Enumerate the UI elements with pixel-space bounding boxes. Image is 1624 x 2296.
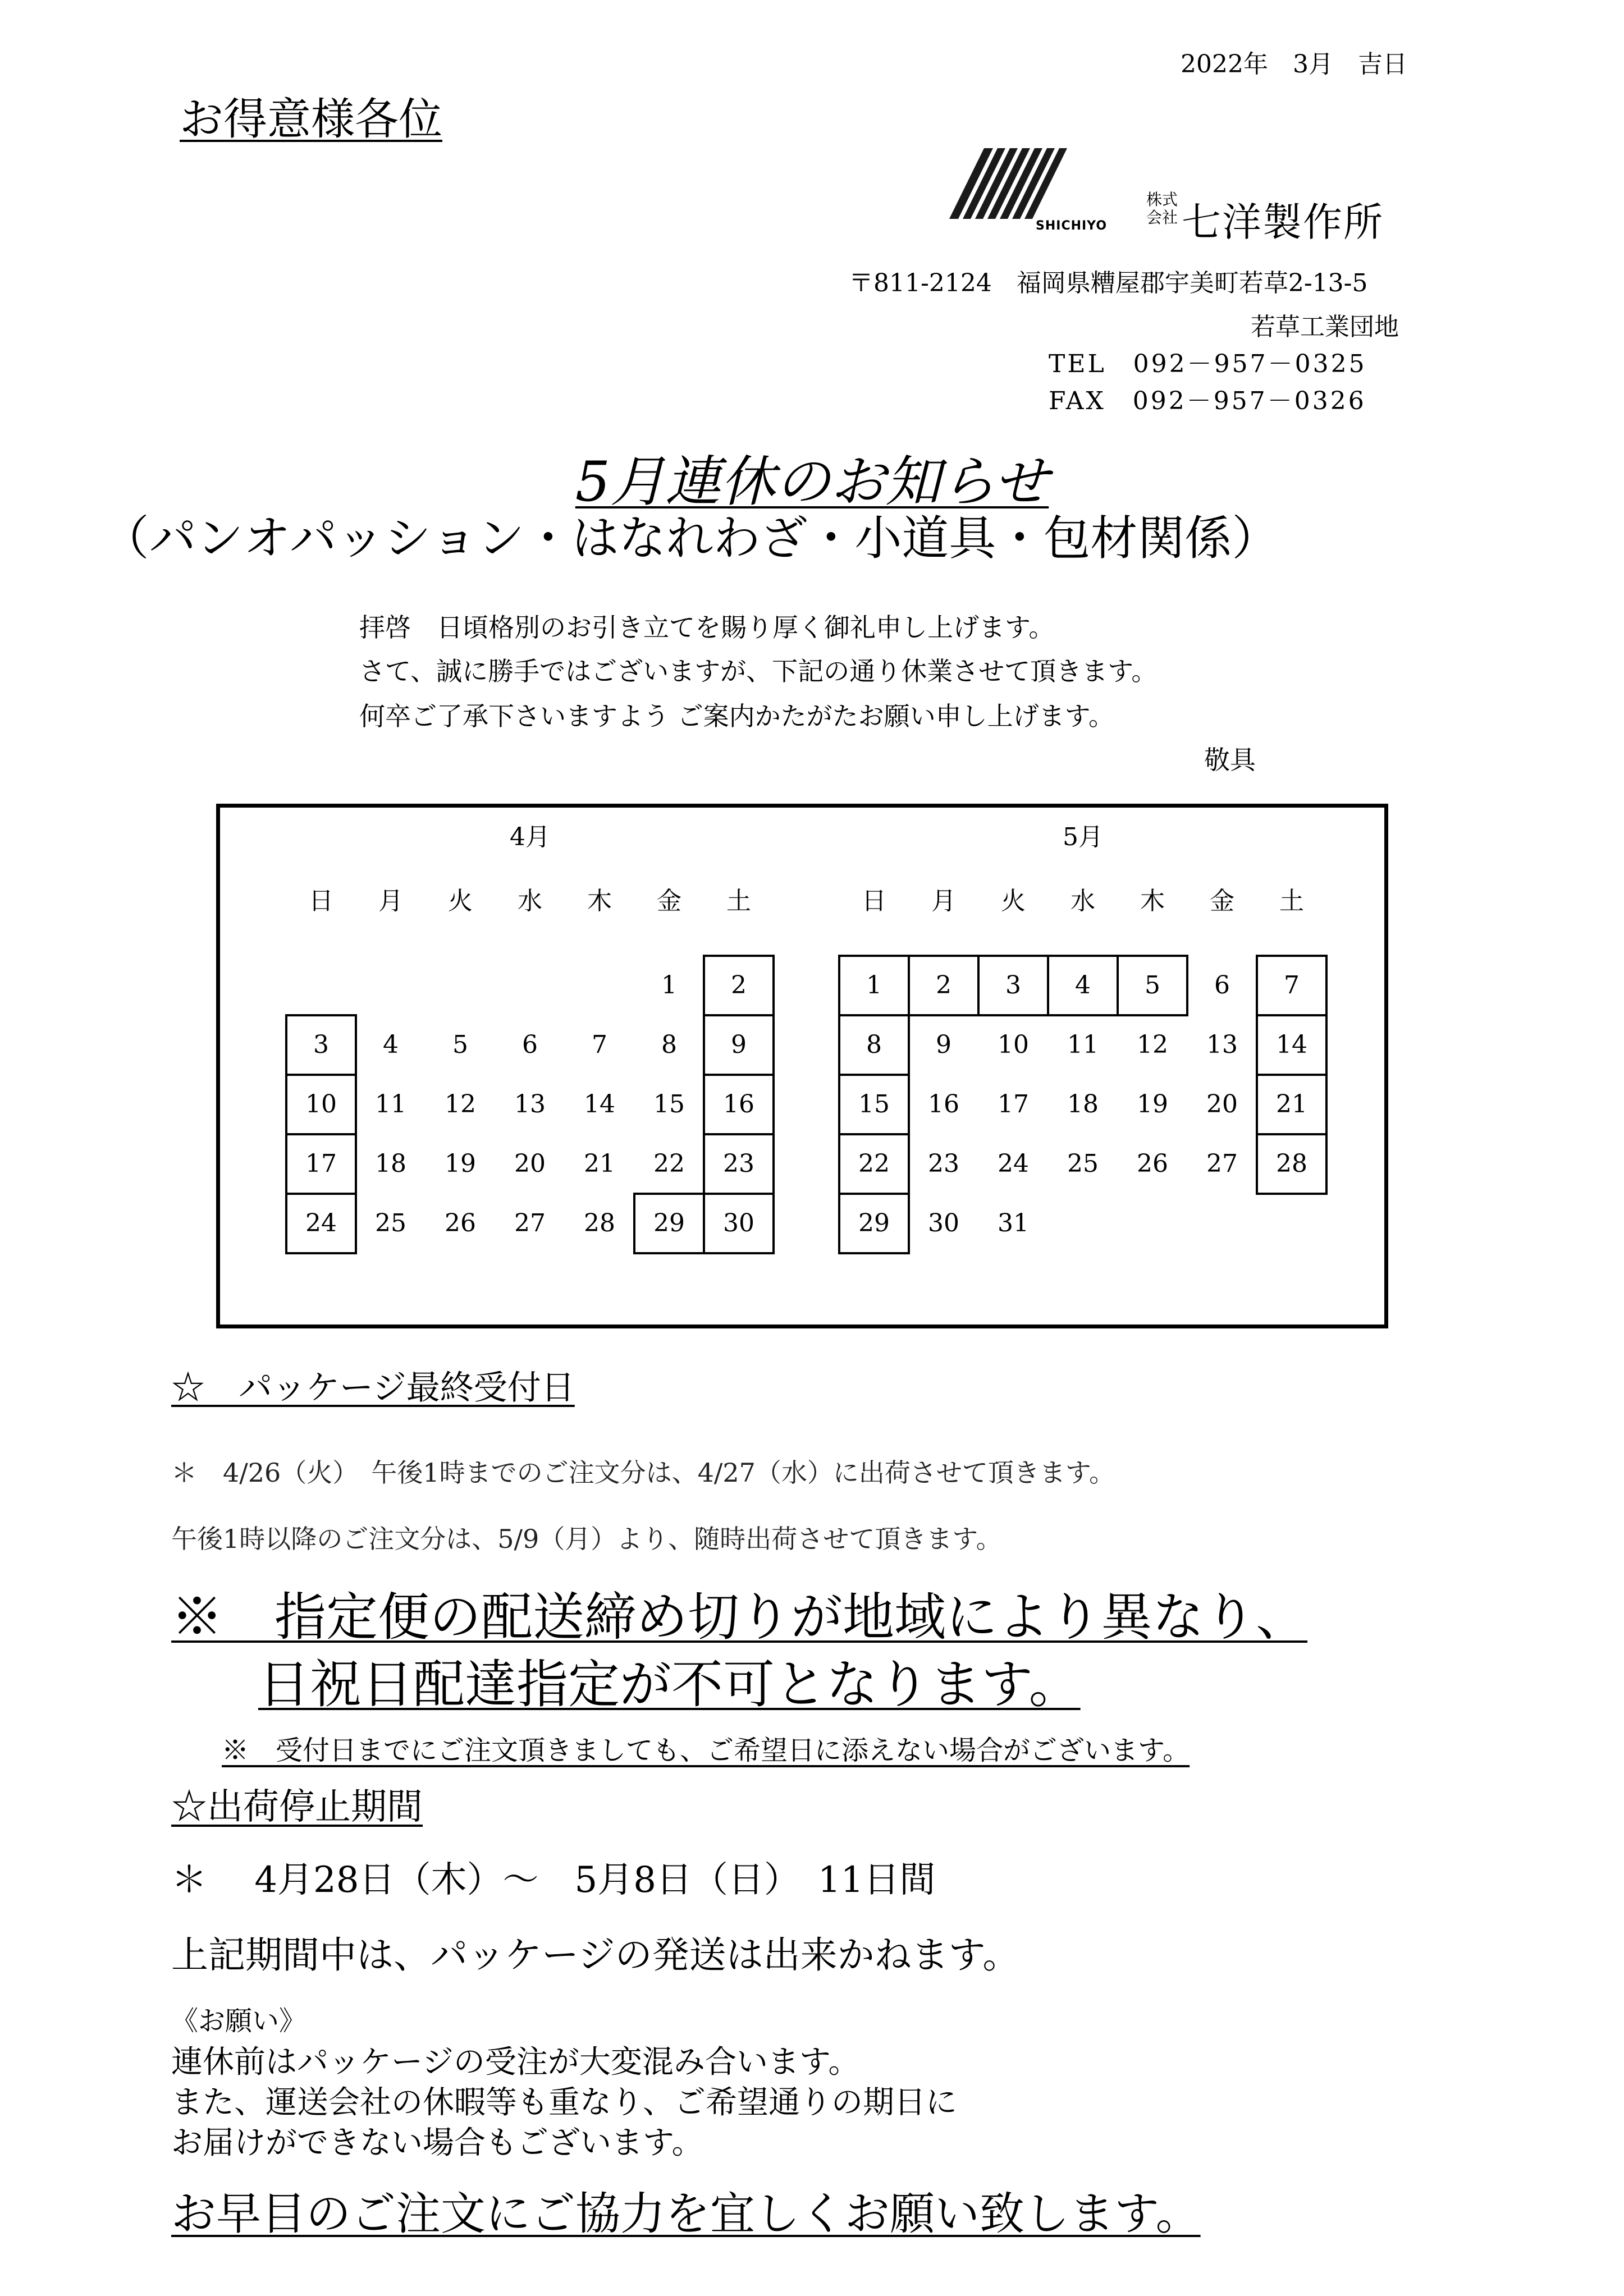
calendar-day: 28 xyxy=(584,1209,615,1238)
calendar-day-closed: 3 xyxy=(313,1030,329,1059)
brand-name: SHICHIYO xyxy=(1036,219,1108,233)
calendar-day: 16 xyxy=(928,1090,959,1119)
package-line2: 午後1時以降のご注文分は、5/9（月）より、随時出荷させて頂きます。 xyxy=(171,1524,1002,1554)
address-line1: 〒811-2124 福岡県糟屋郡宇美町若草2-13-5 xyxy=(849,269,1368,297)
calendar-day: 12 xyxy=(1137,1030,1168,1059)
greeting-line1: 拝啓 日頃格別のお引き立てを賜り厚く御礼申し上げます。 xyxy=(359,612,1055,643)
greeting-line2: さて、誠に勝手ではございますが、下記の通り休業させて頂きます。 xyxy=(359,656,1158,686)
calendar-weekday: 月 xyxy=(931,887,956,915)
fax-number: FAX 092－957－0326 xyxy=(1049,387,1366,415)
calendar-day-closed: 10 xyxy=(305,1090,337,1119)
calendar-day-closed: 29 xyxy=(858,1209,890,1238)
calendar-weekday: 水 xyxy=(1071,887,1095,915)
calendar-day-closed: 16 xyxy=(723,1090,754,1119)
calendar-day: 13 xyxy=(514,1090,546,1119)
calendar-day: 27 xyxy=(514,1209,546,1238)
calendar-weekday: 金 xyxy=(1210,887,1234,915)
calendar-day-closed: 1 xyxy=(866,971,882,1000)
request-title: 《お願い》 xyxy=(171,2005,306,2037)
shipping-stop-period: ＊ 4月28日（木）～ 5月8日（日） 11日間 xyxy=(171,1859,936,1901)
calendar-day-closed: 29 xyxy=(653,1209,685,1238)
issue-date: 2022年 3月 吉日 xyxy=(1181,50,1407,79)
package-heading: ☆ パッケージ最終受付日 xyxy=(171,1368,575,1408)
greeting-closing: 敬具 xyxy=(1204,745,1256,775)
calendar-day-closed: 14 xyxy=(1276,1030,1307,1059)
calendar-day-closed: 4 xyxy=(1075,971,1091,1000)
calendar-weekday: 土 xyxy=(1279,887,1304,915)
greeting-line3: 何卒ご了承下さいますよう ご案内かたがたお願い申し上げます。 xyxy=(359,701,1114,731)
calendar-day: 7 xyxy=(592,1030,607,1059)
warning-note: ※ 受付日までにご注文頂きましても、ご希望日に添えない場合がございます。 xyxy=(222,1735,1190,1766)
calendar-day: 13 xyxy=(1206,1030,1238,1059)
calendar-weekday: 火 xyxy=(1001,887,1026,915)
calendar-day: 11 xyxy=(1067,1030,1099,1059)
calendar-day: 5 xyxy=(452,1030,468,1059)
shipping-stop-heading: ☆出荷停止期間 xyxy=(171,1786,423,1828)
calendar-day: 17 xyxy=(998,1090,1029,1119)
calendar-day: 4 xyxy=(383,1030,399,1059)
calendar-day: 18 xyxy=(375,1149,406,1178)
addressee: お得意様各位 xyxy=(180,94,443,145)
calendar-day: 19 xyxy=(1137,1090,1168,1119)
calendar-weekday: 月 xyxy=(378,887,403,915)
calendar-weekday: 火 xyxy=(448,887,473,915)
calendar-day-closed: 15 xyxy=(858,1090,890,1119)
calendar-day: 10 xyxy=(998,1030,1029,1059)
request-line3: お届けができない場合もございます。 xyxy=(171,2125,703,2161)
calendar-day: 15 xyxy=(653,1090,685,1119)
calendar-day-closed: 17 xyxy=(305,1149,337,1178)
calendar-day: 21 xyxy=(584,1149,615,1178)
warning-line2: 日祝日配達指定が不可となります。 xyxy=(258,1655,1081,1715)
calendar-day: 30 xyxy=(928,1209,959,1238)
calendar-day: 25 xyxy=(1067,1149,1099,1178)
calendar-day-closed: 7 xyxy=(1284,971,1300,1000)
warning-line1: ※ 指定便の配送締め切りが地域により異なり、 xyxy=(171,1587,1308,1647)
calendar-day-closed: 22 xyxy=(858,1149,890,1178)
calendar-weekday: 水 xyxy=(518,887,542,915)
calendar-month-label: 5月 xyxy=(1063,823,1103,851)
calendar-day-closed: 28 xyxy=(1276,1149,1307,1178)
request-line1: 連休前はパッケージの受注が大変混み合います。 xyxy=(171,2044,860,2080)
tel-number: TEL 092－957－0325 xyxy=(1049,350,1367,378)
calendar-day: 31 xyxy=(998,1209,1029,1238)
calendar-day: 20 xyxy=(1206,1090,1238,1119)
calendar-day-closed: 23 xyxy=(723,1149,754,1178)
calendar-day-closed: 5 xyxy=(1145,971,1160,1000)
calendar-day: 19 xyxy=(445,1149,476,1178)
calendar-day-closed: 30 xyxy=(723,1209,754,1238)
calendar-day: 6 xyxy=(1214,971,1230,1000)
calendar-day: 26 xyxy=(445,1209,476,1238)
calendar-day: 26 xyxy=(1137,1149,1168,1178)
address-line2: 若草工業団地 xyxy=(1251,313,1399,341)
page-title-text: 5月連休のお知らせ xyxy=(575,450,1049,514)
calendar-day: 8 xyxy=(661,1030,677,1059)
calendar-day: 1 xyxy=(661,971,677,1000)
calendar-day: 23 xyxy=(928,1149,959,1178)
calendar-weekday: 日 xyxy=(862,887,886,915)
calendar-day: 20 xyxy=(514,1149,546,1178)
calendar-day-closed: 24 xyxy=(305,1209,337,1238)
page-subtitle: （パンオパッション・はなれわざ・小道具・包材関係） xyxy=(102,511,1279,566)
calendar-day: 24 xyxy=(998,1149,1029,1178)
closing-request: お早目のご注文にご協力を宜しくお願い致します。 xyxy=(171,2188,1201,2240)
calendar-weekday: 木 xyxy=(1140,887,1165,915)
calendar-day: 25 xyxy=(375,1209,406,1238)
shipping-stop-text: 上記期間中は、パッケージの発送は出来かねます。 xyxy=(171,1933,1020,1977)
calendar-day-closed: 8 xyxy=(866,1030,882,1059)
calendar-day-closed: 9 xyxy=(731,1030,747,1059)
calendar-day: 6 xyxy=(522,1030,538,1059)
calendar-weekday: 日 xyxy=(309,887,333,915)
calendar-day: 14 xyxy=(584,1090,615,1119)
request-line2: また、運送会社の休暇等も重なり、ご希望通りの期日に xyxy=(171,2084,957,2121)
company-name: 七洋製作所 xyxy=(1182,199,1384,245)
calendar-weekday: 木 xyxy=(587,887,612,915)
calendar-day: 27 xyxy=(1206,1149,1238,1178)
calendar-day-closed: 3 xyxy=(1005,971,1021,1000)
kabushiki-label: 株式会社 xyxy=(1146,190,1178,227)
package-line1: ＊ 4/26（火） 午後1時までのご注文分は、4/27（水）に出荷させて頂きます。 xyxy=(171,1458,1115,1488)
calendar-day: 11 xyxy=(375,1090,406,1119)
calendar-day: 18 xyxy=(1067,1090,1099,1119)
calendar-month-label: 4月 xyxy=(510,823,550,851)
calendar-weekday: 土 xyxy=(726,887,751,915)
calendar-day-closed: 2 xyxy=(936,971,951,1000)
calendar-day: 22 xyxy=(653,1149,685,1178)
calendar-day-closed: 2 xyxy=(731,971,747,1000)
calendar-day-closed: 21 xyxy=(1276,1090,1307,1119)
calendar-day: 9 xyxy=(936,1030,951,1059)
calendar-day: 12 xyxy=(445,1090,476,1119)
calendar-weekday: 金 xyxy=(657,887,681,915)
